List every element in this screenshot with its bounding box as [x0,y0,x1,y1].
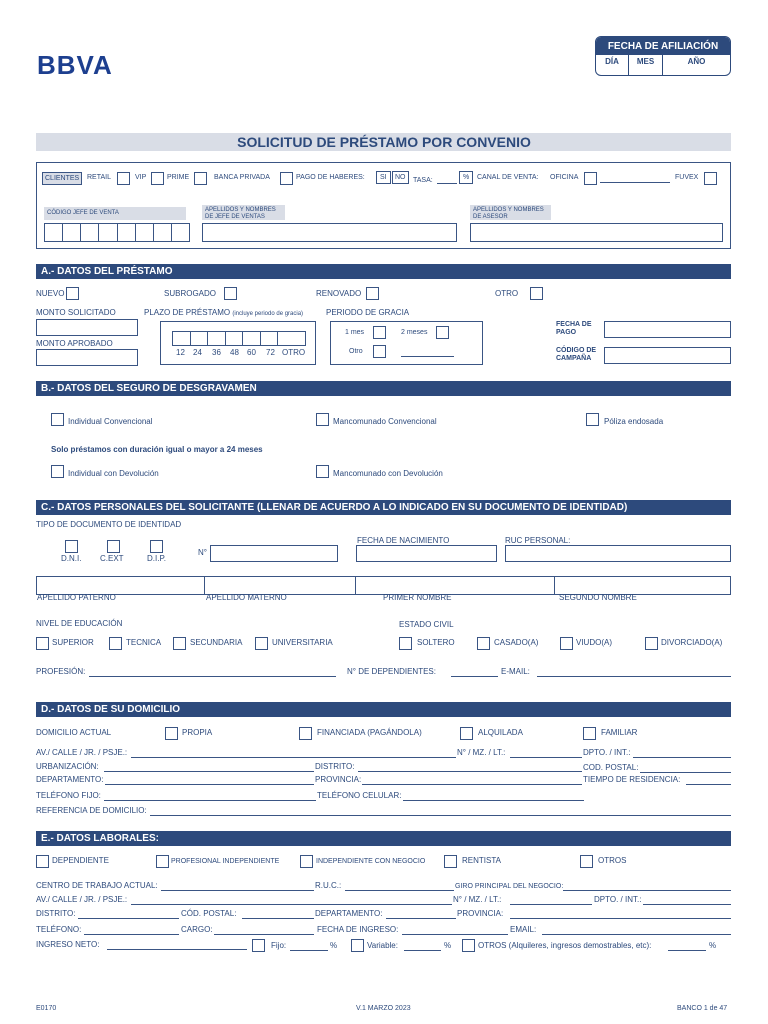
ruc-e-label: R.U.C.: [315,881,342,890]
estado-civil-label: ESTADO CIVIL [399,620,454,629]
otros-ingresos-pct: % [709,941,717,950]
divorciado-label: DIVORCIADO(A) [661,638,723,647]
oficina-label: OFICINA [550,174,579,181]
referencia-label: REFERENCIA DE DOMICILIO: [36,806,147,815]
plazo-60: 60 [247,348,256,357]
otros-ingresos-label: OTROS (Alquileres, ingresos demostrables, etc): [478,941,652,950]
dip-label: D.I.P. [147,554,166,563]
codigo-jefe-label: CÓDIGO JEFE DE VENTA [44,207,186,220]
superior-label: SUPERIOR [52,638,94,647]
vip-checkbox[interactable] [151,172,164,185]
renovado-label: RENOVADO [316,289,362,298]
provincia-e-label: PROVINCIA: [457,909,504,918]
profesion-line[interactable] [89,676,336,677]
bbva-logo-text: BBVA [37,50,113,78]
tel-cel-line[interactable] [403,800,584,801]
soltero-checkbox[interactable] [399,637,412,650]
solo-prestamos-note: Solo préstamos con duración igual o mayor a 24 meses [51,445,263,454]
cod-postal-e-line[interactable] [242,918,314,919]
departamento-label: DEPARTAMENTO: [36,775,104,784]
gracia-2meses-label: 2 meses [401,329,428,336]
footer-page: BANCO 1 de 47 [677,1005,728,1012]
mes-cell[interactable]: MES [629,55,663,75]
pago-haberes-no[interactable]: NO [392,171,409,184]
financiada-label: FINANCIADA (PAGÁNDOLA) [317,728,422,737]
av-e-label: AV./ CALLE / JR. / PSJE.: [36,895,128,904]
segundo-nombre-label: SEGUNDO NOMBRE [559,593,637,602]
retail-label: RETAIL [87,174,111,181]
tecnica-checkbox[interactable] [109,637,122,650]
manc-dev-checkbox[interactable] [316,465,329,478]
subrogado-label: SUBROGADO [164,289,217,298]
ruc-label: RUC PERSONAL: [505,536,571,545]
banca-privada-checkbox[interactable] [280,172,293,185]
primer-nombre-label: PRIMER NOMBRE [383,593,452,602]
apellidos-asesor-field[interactable] [470,223,723,242]
cod-postal-line[interactable] [640,772,731,773]
cext-checkbox[interactable] [107,540,120,553]
plazo-48: 48 [230,348,239,357]
fuvex-label: FUVEX [675,174,699,181]
fecha-afiliacion-title: FECHA DE AFILIACIÓN [596,37,730,55]
anio-cell[interactable]: AÑO [687,57,706,66]
email-line[interactable] [537,676,731,677]
oficina-line[interactable] [600,182,670,183]
plazo-36: 36 [212,348,221,357]
nuevo-checkbox[interactable] [66,287,79,300]
plazo-12: 12 [176,348,185,357]
prime-checkbox[interactable] [194,172,207,185]
secundaria-checkbox[interactable] [173,637,186,650]
centro-line[interactable] [161,890,314,891]
alquilada-label: ALQUILADA [478,728,523,737]
nuevo-label: NUEVO [36,289,65,298]
manc-conv-label: Mancomunado Convencional [333,417,437,426]
gracia-2meses-checkbox[interactable] [436,326,449,339]
fijo-pct: % [330,941,338,950]
provincia-label: PROVINCIA: [315,775,362,784]
clientes-label: CLIENTES [42,172,82,185]
bbva-logo [37,50,121,78]
tiempo-line[interactable] [686,784,731,785]
apellidos-jefe-field[interactable] [202,223,457,242]
fuvex-checkbox[interactable] [704,172,717,185]
distrito-e-label: DISTRITO: [36,909,76,918]
rentista-label: RENTISTA [462,856,501,865]
monto-aprobado-label: MONTO APROBADO [36,339,113,348]
tasa-label: TASA: [413,177,433,184]
variable-pct: % [444,941,452,950]
provincia-e-line[interactable] [510,918,731,919]
departamento-e-label: DEPARTAMENTO: [315,909,383,918]
section-e-title: E.- DATOS LABORALES: [36,831,731,846]
monto-aprobado-field[interactable] [36,349,138,366]
casado-checkbox[interactable] [477,637,490,650]
financiada-checkbox[interactable] [299,727,312,740]
nmz-e-label: N° / MZ. / LT.: [453,895,502,904]
ind-neg-checkbox[interactable] [300,855,313,868]
fecha-pago-field[interactable] [604,321,731,338]
telefono-e-line[interactable] [84,934,179,935]
gracia-1mes-label: 1 mes [345,329,365,336]
doc-number-label: N° [198,548,207,557]
distrito-label: DISTRITO: [315,762,355,771]
monto-solicitado-label: MONTO SOLICITADO [36,308,116,317]
familiar-checkbox[interactable] [583,727,596,740]
codigo-jefe-cells[interactable] [44,223,190,242]
viudo-label: VIUDO(A) [576,638,612,647]
ingreso-neto-line[interactable] [107,949,247,950]
codigo-campana-label: CÓDIGO DE CAMPAÑA [556,347,597,363]
nmz-e-line[interactable] [510,904,592,905]
prof-ind-label: PROFESIONAL INDEPENDIENTE [171,858,280,865]
section-b-title: B.- DATOS DEL SEGURO DE DESGRAVAMEN [36,381,731,396]
dia-cell[interactable]: DÍA [596,55,629,75]
propia-checkbox[interactable] [165,727,178,740]
plazo-cells[interactable] [172,331,306,346]
provincia-line[interactable] [362,784,582,785]
ingreso-neto-label: INGRESO NETO: [36,940,100,949]
tipo-doc-label: TIPO DE DOCUMENTO DE IDENTIDAD [36,520,182,529]
ap-materno-label: APELLIDO MATERNO [206,593,287,602]
domicilio-label: DOMICILIO ACTUAL [36,728,112,737]
cod-postal-label: COD. POSTAL: [583,763,639,772]
section-a-title: A.- DATOS DEL PRÉSTAMO [36,264,731,279]
plazo-24: 24 [193,348,202,357]
fecha-pago-label: FECHA DE PAGO [556,321,592,337]
dependientes-line[interactable] [451,676,498,677]
urb-label: URBANIZACIÓN: [36,762,99,771]
banca-privada-label: BANCA PRIVADA [214,174,270,181]
rentista-checkbox[interactable] [444,855,457,868]
dpto-label: DPTO. / INT.: [583,748,631,757]
tasa-pct: % [459,171,473,184]
plazo-72: 72 [266,348,275,357]
poliza-checkbox[interactable] [586,413,599,426]
alquilada-checkbox[interactable] [460,727,473,740]
codigo-campana-field[interactable] [604,347,731,364]
superior-checkbox[interactable] [36,637,49,650]
ind-dev-label: Individual con Devolución [68,469,159,478]
section-d-title: D.- DATOS DE SU DOMICILIO [36,702,731,717]
centro-label: CENTRO DE TRABAJO ACTUAL: [36,881,158,890]
gracia-otro-checkbox[interactable] [373,345,386,358]
departamento-line[interactable] [105,784,314,785]
dip-checkbox[interactable] [150,540,163,553]
referencia-line[interactable] [150,815,731,816]
ruc-e-line[interactable] [345,890,454,891]
cod-postal-e-label: CÓD. POSTAL: [181,909,237,918]
av-label: AV./ CALLE / JR. / PSJE.: [36,748,128,757]
otro-label: OTRO [495,289,519,298]
otro-checkbox[interactable] [530,287,543,300]
prime-label: PRIME [167,174,190,181]
oficina-checkbox[interactable] [584,172,597,185]
page-title: SOLICITUD DE PRÉSTAMO POR CONVENIO [237,134,531,150]
periodo-gracia-label: PERIODO DE GRACIA [326,308,410,317]
dpto-e-label: DPTO. / INT.: [594,895,642,904]
universitaria-label: UNIVERSITARIA [272,638,333,647]
footer-code: E0170 [36,1005,57,1012]
nivel-edu-label: NIVEL DE EDUCACIÓN [36,619,123,628]
casado-label: CASADO(A) [494,638,539,647]
giro-line[interactable] [563,890,731,891]
apellidos-asesor-label: APELLIDOS Y NOMBRES DE ASESOR [470,205,551,220]
fijo-label: Fijo: [271,941,287,950]
dependiente-checkbox[interactable] [36,855,49,868]
cargo-line[interactable] [214,934,314,935]
renovado-checkbox[interactable] [366,287,379,300]
viudo-checkbox[interactable] [560,637,573,650]
email-e-label: EMAIL: [510,925,537,934]
otros-ingresos-checkbox[interactable] [462,939,475,952]
manc-conv-checkbox[interactable] [316,413,329,426]
secundaria-label: SECUNDARIA [190,638,243,647]
plazo-otro: OTRO [282,348,306,357]
subrogado-checkbox[interactable] [224,287,237,300]
vip-label: VIP [135,174,147,181]
dependientes-label: N° DE DEPENDIENTES: [347,667,436,676]
gracia-1mes-checkbox[interactable] [373,326,386,339]
ind-dev-checkbox[interactable] [51,465,64,478]
variable-label: Variable: [367,941,398,950]
fecha-nac-field[interactable] [356,545,497,562]
tel-fijo-line[interactable] [104,800,316,801]
variable-checkbox[interactable] [351,939,364,952]
dependiente-label: DEPENDIENTE [52,856,109,865]
email-label: E-MAIL: [501,667,530,676]
fecha-ingreso-line[interactable] [402,934,508,935]
otros-label: OTROS [598,856,627,865]
prof-ind-checkbox[interactable] [156,855,169,868]
gracia-otro-line[interactable] [401,356,454,357]
retail-checkbox[interactable] [117,172,130,185]
soltero-label: SOLTERO [417,638,455,647]
pago-haberes-si[interactable]: SI [376,171,391,184]
fecha-afiliacion-box [595,36,731,76]
divorciado-checkbox[interactable] [645,637,658,650]
av-e-line[interactable] [131,904,452,905]
tasa-line[interactable] [437,183,457,184]
gracia-otro-label: Otro [349,348,363,355]
fecha-ingreso-label: FECHA DE INGRESO: [317,925,399,934]
tel-fijo-label: TELÉFONO FIJO: [36,791,101,800]
dpto-e-line[interactable] [643,904,731,905]
cargo-label: CARGO: [181,925,213,934]
ind-neg-label: INDEPENDIENTE CON NEGOCIO [316,858,426,865]
poliza-label: Póliza endosada [604,417,664,426]
apellidos-jefe-label: APELLIDOS Y NOMBRES DE JEFE DE VENTAS [202,205,285,220]
footer-version: V.1 MARZO 2023 [356,1005,411,1012]
email-e-line[interactable] [542,934,731,935]
ind-conv-label: Individual Convencional [68,417,153,426]
propia-label: PROPIA [182,728,213,737]
ind-conv-checkbox[interactable] [51,413,64,426]
departamento-e-line[interactable] [386,918,456,919]
fijo-checkbox[interactable] [252,939,265,952]
section-c-title: C.- DATOS PERSONALES DEL SOLICITANTE (LLENAR DE ACUERDO A LO INDICADO EN SU DOCUMENTO DE IDENTIDAD) [36,500,731,515]
canal-venta-label: CANAL DE VENTA: [477,174,539,181]
pago-haberes-label: PAGO DE HABERES: [296,174,365,181]
tiempo-label: TIEMPO DE RESIDENCIA: [583,775,681,784]
dni-checkbox[interactable] [65,540,78,553]
familiar-label: FAMILIAR [601,728,638,737]
av-line[interactable] [131,757,456,758]
telefono-e-label: TELÉFONO: [36,925,82,934]
dpto-line[interactable] [633,757,731,758]
manc-dev-label: Mancomunado con Devolución [333,469,443,478]
nmz-line[interactable] [510,757,582,758]
variable-line[interactable] [404,950,441,951]
giro-label: GIRO PRINCIPAL DEL NEGOCIO: [455,883,564,890]
fecha-nac-label: FECHA DE NACIMIENTO [357,536,450,545]
periodo-gracia-box [330,321,483,365]
dni-label: D.N.I. [61,554,82,563]
fijo-line[interactable] [290,950,328,951]
otros-ingresos-line[interactable] [668,950,706,951]
plazo-label: PLAZO DE PRÉSTAMO (incluye periodo de gracia) [144,308,304,317]
ruc-field[interactable] [505,545,731,562]
doc-number-field[interactable] [210,545,338,562]
profesion-label: PROFESIÓN: [36,667,86,676]
distrito-e-line[interactable] [78,918,179,919]
cext-label: C.EXT [100,554,124,563]
tecnica-label: TECNICA [126,638,162,647]
distrito-line[interactable] [358,771,582,772]
ap-paterno-label: APELLIDO PATERNO [37,593,116,602]
universitaria-checkbox[interactable] [255,637,268,650]
urb-line[interactable] [104,771,314,772]
tel-cel-label: TELÉFONO CELULAR: [317,791,402,800]
monto-solicitado-field[interactable] [36,319,138,336]
otros-checkbox[interactable] [580,855,593,868]
nmz-label: N° / MZ. / LT.: [457,748,506,757]
